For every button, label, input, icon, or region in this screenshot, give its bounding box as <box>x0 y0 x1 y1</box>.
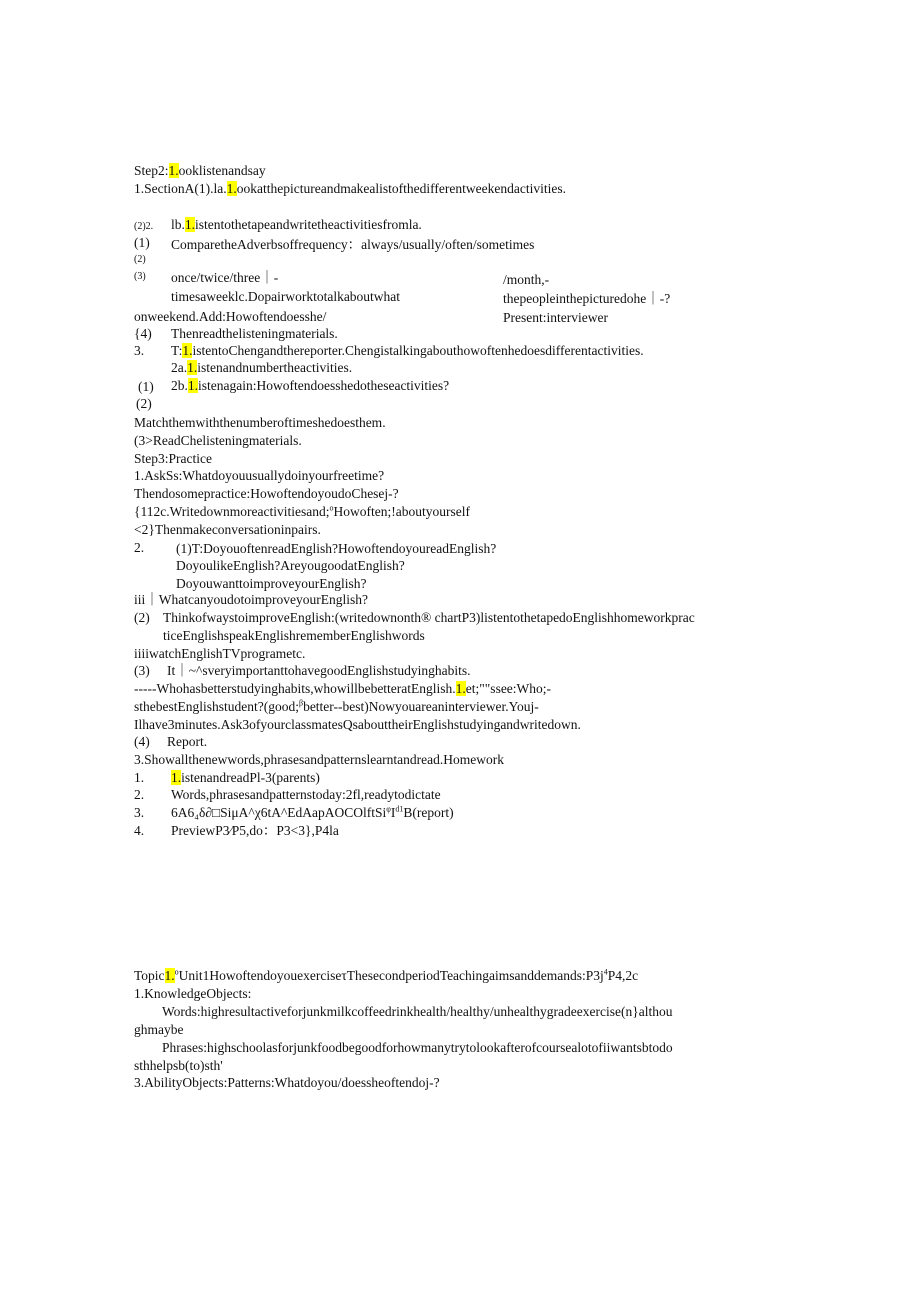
step3-i-number: (2) <box>134 610 150 625</box>
highlight-mark: 1. <box>187 360 198 375</box>
step2-line-e3: onweekend.Add:Howoftendoesshe/ <box>134 309 327 324</box>
homework-line-d: PreviewP3⁄P5,do：P3<3},P4la <box>171 823 339 838</box>
step3-line-l: It｜~^sveryimportanttohavegoodEnglishstudyinghabits. <box>167 663 471 678</box>
step3-l-number: (3) <box>134 663 150 678</box>
words-line-1: Words:highresultactiveforjunkmilkcoffeedrinkhealth/healthy/unhealthygradeexercise(n}althou <box>162 1004 673 1019</box>
step3-p-number: (4) <box>134 734 150 749</box>
highlight-mark: 1. <box>226 181 237 196</box>
homework-b-number: 2. <box>134 787 145 802</box>
phrases-line-2: sthhelpsb(to)sth' <box>134 1058 223 1073</box>
step2-f-number: {4) <box>134 326 152 341</box>
homework-line-a: 1.istenandreadPl-3(parents) <box>171 770 320 785</box>
step3-line-f: DoyoulikeEnglish?AreyougoodatEnglish? <box>176 558 405 573</box>
step2-c-number: (1) <box>134 235 150 250</box>
step3-line-m: -----Whohasbetterstudyinghabits,whowillbebetteratEnglish.1.et;""ssee:Who;- <box>134 681 552 696</box>
step2-line-i: 2b.1.istenagain:Howoftendoesshedotheseactivities? <box>171 378 450 393</box>
step2-i-number: (1) <box>138 379 154 394</box>
step3-line-c: {112c.Writedownmoreactivitiesand;$^o$Howoften;!aboutyourself <box>134 503 470 519</box>
highlight-mark: 1. <box>168 163 179 178</box>
highlight-mark: 1. <box>171 770 182 785</box>
step3-line-k: iiiiwatchEnglishTVprogrametc. <box>134 646 306 661</box>
step2-line-g: T:1.istentoChengandthereporter.Chengistalkingabouthowoftenhedoesdifferentactivities. <box>171 343 644 358</box>
step2-e-number: (3) <box>134 271 146 282</box>
step2-line-f: Thenreadthelisteningmaterials. <box>171 326 338 341</box>
homework-line-b: Words,phrasesandpatternstoday:2fl,readytodictate <box>171 787 441 802</box>
homework-a-number: 1. <box>134 770 145 785</box>
step2-d-number: (2) <box>134 254 146 265</box>
words-line-2: ghmaybe <box>134 1022 184 1037</box>
step2-g-number: 3. <box>134 343 145 358</box>
step2-line-b: lb.1.istentothetapeandwritetheactivitiesfromlа. <box>171 217 422 232</box>
step3-line-i: ThinkofwaystoimproveEnglish:(writedownonth® chartP3)listentothetapedoEnglishhomeworkprac <box>163 610 695 625</box>
step3-line-d: <2}Thenmakeconversationinpairs. <box>134 522 321 537</box>
step3-line-a: 1.AskSs:Whatdoyouusuallydoinyourfreetime? <box>134 468 385 483</box>
step3-line-q: 3.Showallthenewwords,phrasesandpatternslearntandread.Homework <box>134 752 505 767</box>
phrases-line-1: Phrases:highschoolasforjunkfoodbegoodforhowmanytrytolookafterofcoursealotofiiwantsbtodo <box>162 1040 673 1055</box>
step2-j-number: (2) <box>136 396 152 411</box>
step3-line-b: Thendosomepractice:HowoftendoyoudoChesej-? <box>134 486 399 501</box>
step2-line-h: 2a.1.istenandnumbertheactivities. <box>171 360 353 375</box>
highlight-mark: 1. <box>187 378 198 393</box>
step2-line-l: (3>ReadChelisteningmaterials. <box>134 433 302 448</box>
step3-line-g: DoyouwanttoimproveyourEnglish? <box>176 576 367 591</box>
step2-line-e-right1: /month,- <box>503 272 550 287</box>
step3-line-h: iii｜WhatcanyoudotoimproveyourEnglish? <box>134 592 368 607</box>
step3-line-p: Report. <box>167 734 208 749</box>
step3-title: Step3:Practice <box>134 451 212 466</box>
topic-line: $Topic1.^oUnit1Howoftendoyouexercise\tau ThesecondperiodTeachingaimsanddemands:P3j^4P4,2c$ <box>134 967 639 983</box>
step2-line-c: ComparetheAdverbsoffrequency：always/usually/often/sometimes <box>171 237 535 252</box>
step2-b-number: (2)2. <box>134 221 154 232</box>
homework-c-number: 3. <box>134 805 145 820</box>
step2-line-e-right3: Present:interviewer <box>503 310 608 325</box>
step3-line-e: (1)T:DoyouoftenreadEnglish?HowoftendoyoureadEnglish? <box>176 541 497 556</box>
step3-line-n: sthebestEnglishstudent?(good;$^\beta$better--best)Nowyouareaninterviewer.Youj- <box>134 698 539 714</box>
step3-e-number: 2. <box>134 540 145 555</box>
step2-line-a: 1.SectionA(1).la.1.ookatthepictureandmakealistofthedifferentweekendactivities. <box>134 181 566 196</box>
homework-d-number: 4. <box>134 823 145 838</box>
step3-line-j: ticeEnglishspeakEnglishrememberEnglishwords <box>163 628 425 643</box>
knowledge-objects: 1.KnowledgeObjects: <box>134 986 252 1001</box>
highlight-mark: 1. <box>455 681 466 696</box>
step3-line-o: Ilhave3minutes.Ask3ofyourclassmatesQsabouttheirEnglishstudyingandwritedown. <box>134 717 581 732</box>
ability-objects: 3.AbilityObjects:Patterns:Whatdoyou/doessheoftendoj-? <box>134 1075 440 1090</box>
step2-line-e2: timesaweeklc.Dopairworktotalkaboutwhat <box>171 289 401 304</box>
homework-line-c: $6A6_4\delta\partial□Si\mu A\^{}\chi 6tA\^{}EdAapAOCOlftSi^\varphi I^{d1}B(report)$ <box>171 804 454 820</box>
highlight-mark: 1. <box>182 343 193 358</box>
highlight-mark: 1. <box>164 968 175 983</box>
step2-title: Step2:1.ooklistenandsay <box>134 163 266 178</box>
highlight-mark: 1. <box>184 217 196 232</box>
step2-line-e-right2: thepeopleinthepicturedohe｜-? <box>503 291 671 306</box>
step2-line-e: once/twice/three｜- <box>171 270 279 285</box>
step2-line-k: Matchthemwiththenumberoftimeshedoesthem. <box>134 415 386 430</box>
